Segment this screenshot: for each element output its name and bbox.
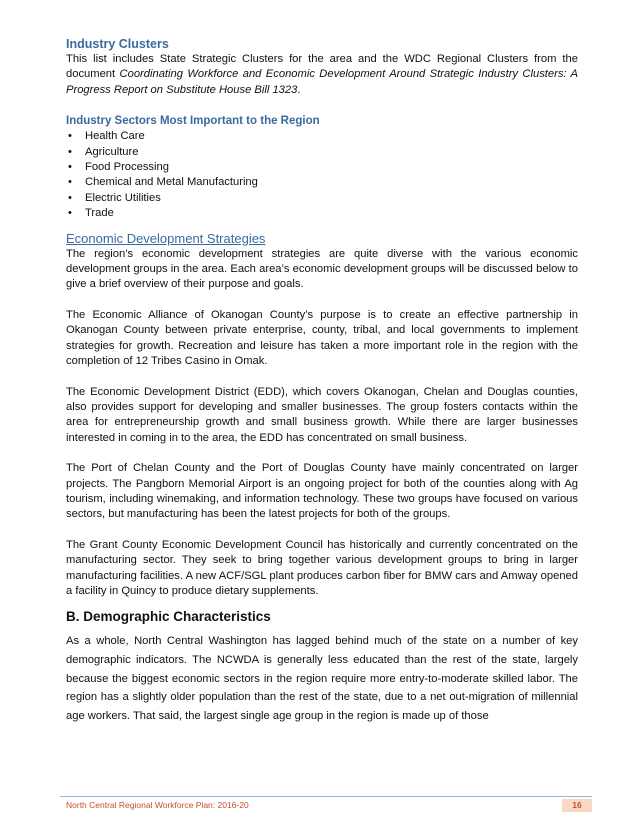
economic-development-paragraph: The region’s economic development strategies are quite diverse with the various economic development groups in the area. Each area’s economic development groups will be discussed below to give a brief overview of their purpose and goals. [66, 247, 578, 291]
intro-end: . [297, 83, 301, 96]
sector-label: Electric Utilities [85, 191, 161, 204]
sector-list-item [66, 175, 578, 190]
bullet-icon: • [68, 191, 72, 204]
industry-sectors-list [66, 129, 578, 221]
industry-clusters-intro [66, 52, 578, 98]
page-number: 16 [562, 799, 592, 812]
economic-development-body [66, 247, 578, 600]
intro-document-title: Coordinating Workforce and Economic Development Around Strategic Industry Clusters: A Progress Report on Substitute House Bill 1323 [66, 68, 578, 96]
economic-development-heading: Economic Development Strategies [66, 230, 266, 246]
sector-list-item [66, 129, 578, 144]
bullet-icon: • [68, 130, 72, 143]
sector-list-item [66, 191, 578, 206]
sector-list-item [66, 206, 578, 221]
sector-label: Trade [85, 207, 114, 220]
demographic-heading: B. Demographic Characteristics [66, 609, 271, 625]
economic-development-paragraph: The Economic Alliance of Okanogan County’s purpose is to create an effective partnership in Okanogan County between private enterprise, county, tribal, and local governments to implement strategies for growth. Recreation and leisure has taken a more important role in the region with the completion of 12 Tribes Casino in Omak. [66, 308, 578, 368]
bullet-icon: • [68, 161, 72, 174]
economic-development-paragraph: The Port of Chelan County and the Port of Douglas County have mainly concentrated on larger projects. The Pangborn Memorial Airport is an ongoing project for both of the counties along with Ag tourism, including winemaking, and information technology. These two groups have focused on various sectors, but manufacturing has been the latest projects for both of the groups. [66, 462, 578, 521]
bullet-icon: • [68, 145, 72, 158]
sector-label: Health Care [85, 130, 145, 143]
footer-title: North Central Regional Workforce Plan: 2016-20 [66, 800, 249, 810]
industry-clusters-heading: Industry Clusters [66, 37, 169, 51]
industry-sectors-heading: Industry Sectors Most Important to the Region [66, 115, 320, 128]
document-page [66, 36, 578, 725]
sector-list-item [66, 160, 578, 175]
sector-label: Chemical and Metal Manufacturing [85, 176, 258, 189]
bullet-icon: • [68, 176, 72, 189]
sector-label: Agriculture [85, 145, 139, 158]
page-footer [60, 796, 592, 814]
sector-label: Food Processing [85, 161, 169, 174]
sector-list-item [66, 145, 578, 160]
bullet-icon: • [68, 207, 72, 220]
economic-development-paragraph: The Economic Development District (EDD), which covers Okanogan, Chelan and Douglas counties, also provides support for developing and smaller businesses. The group fosters contacts within the area for entrepreneurship growth and small business growth. While there are larger businesses interested in coming in to the area, the EDD has concentrated on small business. [66, 385, 578, 444]
economic-development-paragraph: The Grant County Economic Development Council has historically and currently concentrated on the manufacturing sector. They seek to bring together various development groups to bring in larger manufacturing facilities. A new ACF/SGL plant produces carbon fiber for BMW cars and Amway opened a facility in Quincy to produce dietary supplements. [66, 538, 578, 597]
intro-text: This list includes State Strategic Clusters for the area and the WDC Regional Clusters from the document [66, 53, 578, 81]
demographic-paragraph: As a whole, North Central Washington has lagged behind much of the state on a number of key demographic indicators. The NCWDA is generally less educated than the rest of the state, largely because the biggest economic sectors in the region require more entry-to-moderate skilled labor. The region has a slightly older population than the rest of the state, due to a net out-migration of millennial age workers. That said, the largest single age group in the region is made up of those [66, 635, 578, 722]
